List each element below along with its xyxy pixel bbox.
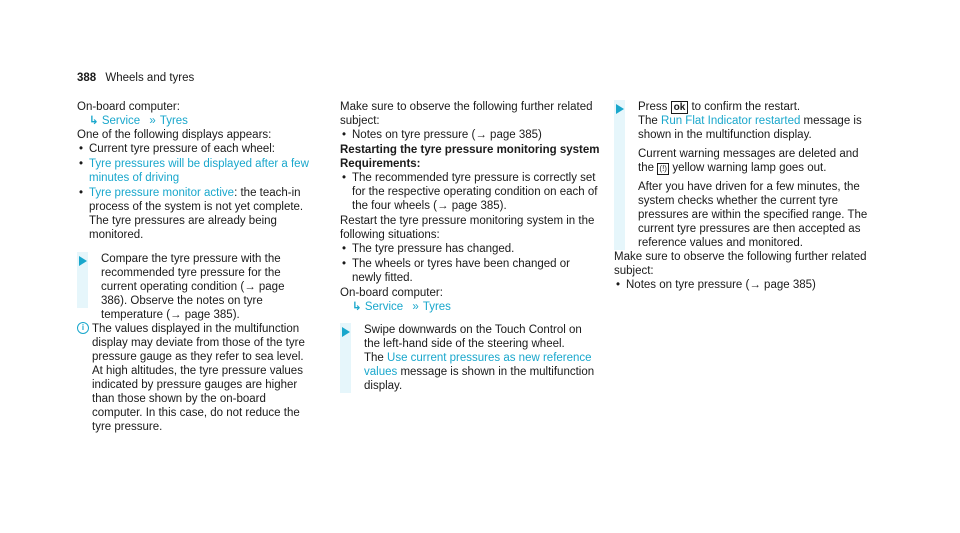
menu-path [89, 114, 312, 128]
display-message-text: Run Flat Indicator restarted [661, 115, 801, 127]
column-3 [614, 100, 869, 293]
ok-key-icon: ok [671, 101, 689, 114]
requirements-heading: Requirements: [340, 158, 421, 170]
warning-text [638, 147, 869, 175]
text-span: yellow warning lamp goes out. [669, 162, 827, 174]
list-item[interactable]: • Notes on tyre pressure (→ page 385) [614, 278, 869, 292]
menu-arrow-icon: ↳ [89, 115, 99, 127]
list-item-text: Current tyre pressure of each wheel: [89, 143, 276, 155]
info-icon: i [77, 322, 89, 334]
menu-item-service[interactable]: Service [364, 301, 404, 313]
column-2 [340, 100, 600, 393]
onboard-computer-label: On-board computer: [340, 287, 443, 299]
menu-arrow-icon: ↳ [352, 301, 362, 313]
section-heading: Restarting the tyre pressure monitoring system [340, 144, 600, 156]
list-item [77, 142, 312, 156]
step-arrow-icon [616, 104, 624, 114]
related-subject-intro: Make sure to observe the following further related subject: [614, 251, 867, 277]
list-item [77, 157, 312, 185]
onboard-computer-label: On-board computer: [77, 101, 180, 113]
step-text: Compare the tyre pressure with the recommended tyre pressure for the current operating condition (→ page 386). Observe the notes on tyre temperature (→ page 385). [101, 253, 285, 321]
requirements-list [340, 171, 600, 213]
list-item: • The wheels or tyres have been changed or newly fitted. [340, 257, 600, 285]
double-chevron-icon: » [149, 115, 154, 127]
instruction-step [614, 100, 869, 250]
warning-lamp-icon: (!) [657, 163, 669, 175]
page-number: 388 [77, 72, 97, 84]
info-note [77, 322, 312, 434]
related-list [614, 278, 869, 292]
step-result-text [638, 114, 869, 142]
column-1 [77, 100, 312, 434]
text-span: message is shown in the multifunction display. [638, 115, 862, 141]
text-span: Press [638, 101, 671, 113]
display-message-text: Use current pressures as new reference values [364, 352, 592, 378]
step-text [638, 100, 869, 114]
list-item: • The tyre pressure has changed. [340, 242, 600, 256]
menu-item-tyres[interactable]: Tyres [422, 301, 451, 313]
step-bar [614, 100, 625, 250]
step-body [340, 323, 600, 393]
double-chevron-icon: » [412, 301, 417, 313]
note-text: The values displayed in the multifunction display may deviate from those of the tyre pressure gauge as they refer to sea level. At high altitudes, the tyre pressure values indicated by pressure gauges are higher than those shown by the on-board computer. In this case, do not reduce the tyre pressure. [92, 323, 305, 433]
list-item-text: : the teach-in process of the system is not yet complete. The tyre pressures are already being monitored. [89, 187, 304, 241]
step-result-text [364, 351, 600, 393]
list-item [77, 186, 312, 242]
text-span: to confirm the restart. [688, 101, 801, 113]
menu-item-service[interactable]: Service [101, 115, 141, 127]
step-body [614, 100, 869, 250]
page-section-title: Wheels and tyres [105, 72, 195, 84]
system-check-text: After you have driven for a few minutes, the system checks whether the current tyre pressures are within the specified range. The current tyre pressures are then accepted as reference values and monitored. [638, 181, 868, 249]
related-list [340, 128, 600, 142]
text-span: The [638, 115, 662, 127]
display-message-text: Tyre pressure monitor active [89, 187, 235, 199]
text-span: message is shown in the multifunction display. [364, 366, 595, 392]
list-item: • The recommended tyre pressure is correctly set for the respective operating condition on each of the four wheels (→ page 385). [340, 171, 600, 213]
related-subject-intro: Make sure to observe the following further related subject: [340, 101, 593, 127]
situations-list [340, 242, 600, 285]
page-header [77, 72, 194, 84]
restart-text: Restart the tyre pressure monitoring system in the following situations: [340, 215, 595, 241]
instruction-step [77, 252, 312, 322]
displays-intro: One of the following displays appears: [77, 129, 272, 141]
instruction-step [340, 323, 600, 393]
display-message-text: Tyre pressures will be displayed after a few minutes of driving [89, 158, 309, 184]
list-item[interactable]: • Notes on tyre pressure (→ page 385) [340, 128, 600, 142]
step-text: Swipe downwards on the Touch Control on the left-hand side of the steering wheel. [364, 324, 582, 350]
menu-path [352, 300, 600, 314]
display-list [77, 142, 312, 242]
step-arrow-icon [342, 327, 350, 337]
step-arrow-icon [79, 256, 87, 266]
menu-item-tyres[interactable]: Tyres [159, 115, 188, 127]
text-span: Current warning messages are deleted and the [638, 148, 859, 174]
text-span: The [364, 352, 388, 364]
